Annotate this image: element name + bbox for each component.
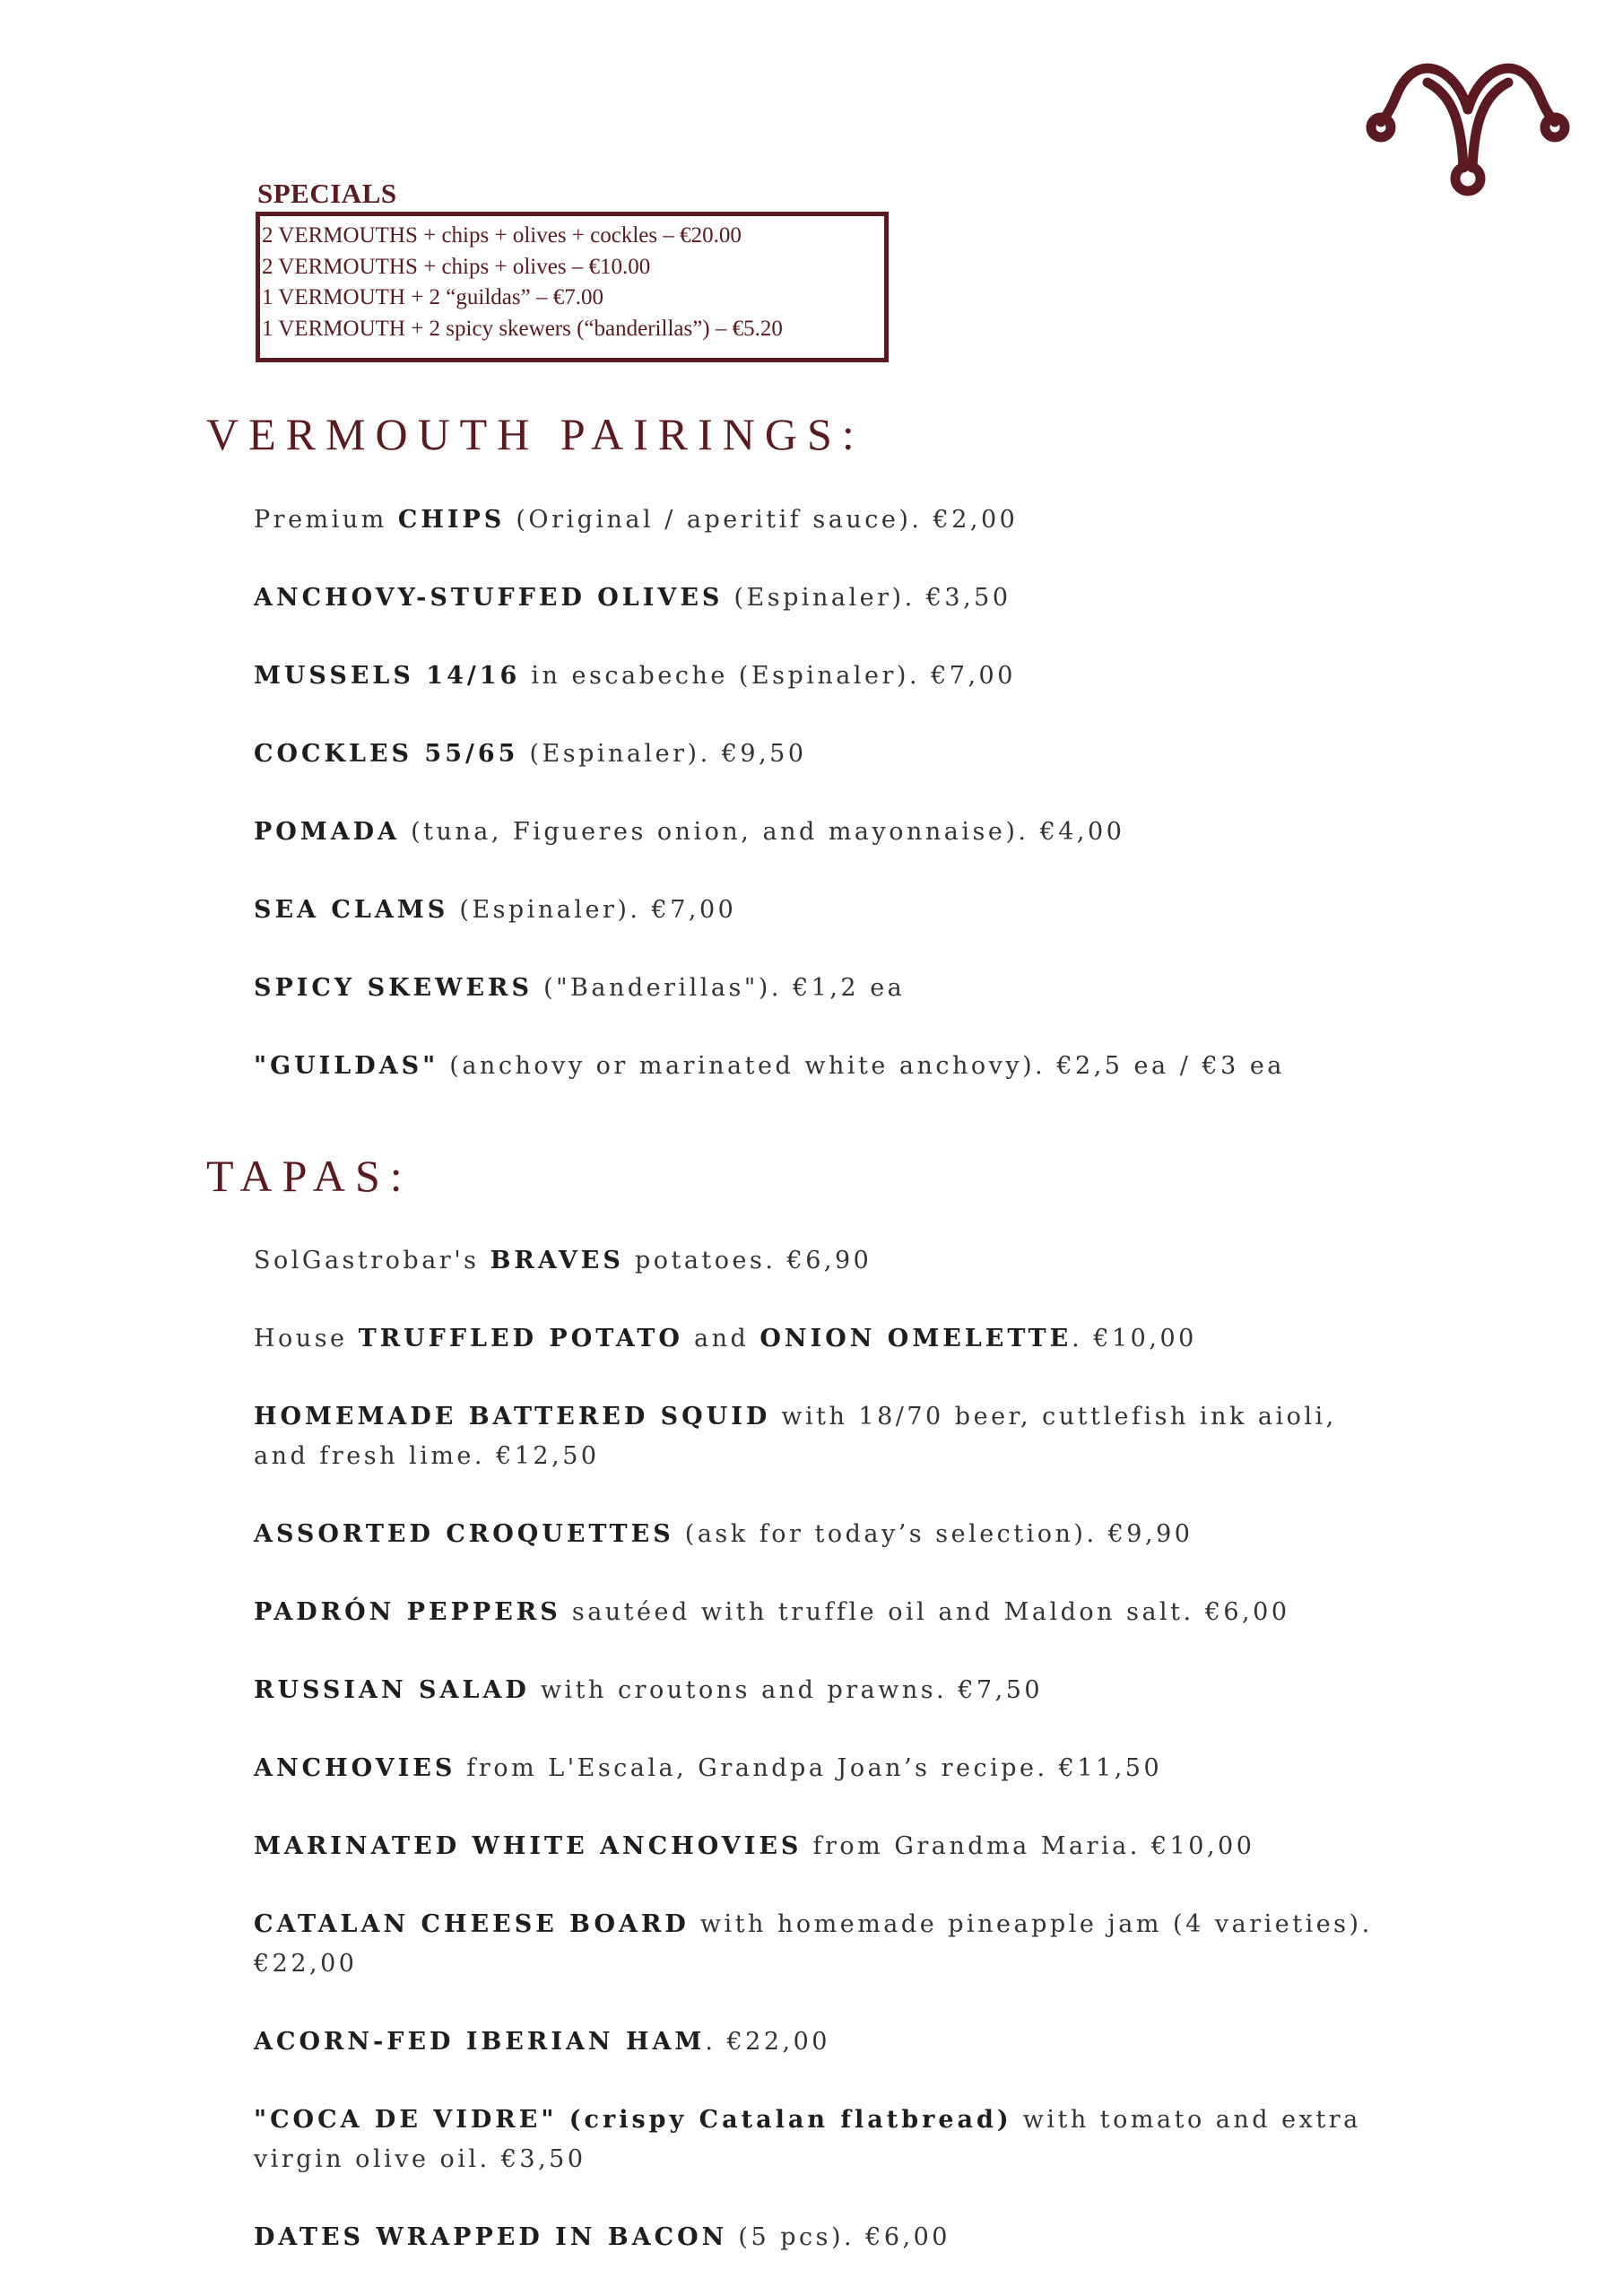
menu-item-name: ANCHOVY-STUFFED OLIVES: [254, 584, 724, 612]
jester-hat-icon: [1365, 47, 1571, 199]
specials-line: 1 VERMOUTH + 2 “guildas” – €7.00: [262, 285, 603, 309]
menu-item: CATALAN CHEESE BOARD with homemade pineapple jam (4 varieties). €22,00: [254, 1910, 1373, 1978]
menu-item: MUSSELS 14/16 in escabeche (Espinaler). €7,00: [254, 662, 1016, 690]
menu-item-name: ASSORTED CROQUETTES: [254, 1520, 674, 1548]
menu-item: "COCA DE VIDRE" (crispy Catalan flatbread) with tomato and extra virgin olive oil. €3,50: [254, 2106, 1361, 2173]
menu-item-name: POMADA: [254, 818, 401, 846]
menu-item-name: PADRÓN PEPPERS: [254, 1598, 561, 1626]
menu-item-name: HOMEMADE BATTERED SQUID: [254, 1403, 771, 1431]
tapas-title: TAPAS:: [206, 1151, 412, 1201]
menu-item-name: "COCA DE VIDRE" (crispy Catalan flatbread): [254, 2106, 1012, 2134]
menu-item-name: SEA CLAMS: [254, 896, 449, 924]
menu-item: Premium CHIPS (Original / aperitif sauce). €2,00: [254, 506, 1019, 534]
specials-line: 2 VERMOUTHS + chips + olives + cockles – €20.00: [262, 223, 742, 248]
menu-item: SPICY SKEWERS ("Banderillas"). €1,2 ea: [254, 974, 906, 1002]
specials-line: 1 VERMOUTH + 2 spicy skewers (“banderillas”) – €5.20: [262, 316, 783, 341]
menu-item-name: CHIPS: [397, 506, 506, 534]
specials-line: 2 VERMOUTHS + chips + olives – €10.00: [262, 254, 651, 279]
menu-item: POMADA (tuna, Figueres onion, and mayonnaise). €4,00: [254, 818, 1125, 846]
menu-item: MARINATED WHITE ANCHOVIES from Grandma Maria. €10,00: [254, 1832, 1255, 1860]
tapas-list: [254, 1241, 1402, 2296]
menu-item-name: ACORN-FED IBERIAN HAM: [254, 2028, 706, 2056]
menu-item: DATES WRAPPED IN BACON (5 pcs). €6,00: [254, 2223, 950, 2251]
menu-item: House TRUFFLED POTATO and ONION OMELETTE. €10,00: [254, 1325, 1197, 1352]
menu-item: "GUILDAS" (anchovy or marinated white anchovy). €2,5 ea / €3 ea: [254, 1052, 1285, 1080]
specials-section: [256, 178, 889, 362]
menu-item-name: MUSSELS 14/16: [254, 662, 521, 690]
menu-item: ASSORTED CROQUETTES (ask for today’s selection). €9,90: [254, 1520, 1193, 1548]
menu-item: COCKLES 55/65 (Espinaler). €9,50: [254, 740, 807, 768]
menu-item-name: COCKLES 55/65: [254, 740, 519, 768]
menu-item: ACORN-FED IBERIAN HAM. €22,00: [254, 2028, 830, 2056]
menu-item: ANCHOVIES from L'Escala, Grandpa Joan’s recipe. €11,50: [254, 1754, 1163, 1782]
menu-item-name: BRAVES: [490, 1247, 624, 1274]
menu-item: SolGastrobar's BRAVES potatoes. €6,90: [254, 1247, 872, 1274]
menu-item-name: RUSSIAN SALAD: [254, 1676, 530, 1704]
menu-item: ANCHOVY-STUFFED OLIVES (Espinaler). €3,50: [254, 584, 1011, 612]
menu-item-name: MARINATED WHITE ANCHOVIES: [254, 1832, 803, 1860]
vermouth-pairings-title: VERMOUTH PAIRINGS:: [206, 409, 864, 459]
menu-item-name: TRUFFLED POTATO: [358, 1325, 683, 1352]
menu-item-name: "GUILDAS": [254, 1052, 439, 1080]
menu-item: PADRÓN PEPPERS sautéed with truffle oil and Maldon salt. €6,00: [254, 1598, 1290, 1626]
menu-item: HOMEMADE BATTERED SQUID with 18/70 beer, cuttlefish ink aioli, and fresh lime. €12,50: [254, 1403, 1337, 1470]
specials-box: [256, 212, 889, 362]
menu-item-name: CATALAN CHEESE BOARD: [254, 1910, 690, 1938]
menu-item-name: SPICY SKEWERS: [254, 974, 533, 1002]
menu-item-name: DATES WRAPPED IN BACON: [254, 2223, 728, 2251]
specials-title: SPECIALS: [257, 178, 397, 209]
menu-item: RUSSIAN SALAD with croutons and prawns. €7,50: [254, 1676, 1044, 1704]
vermouth-pairings-list: [254, 500, 1402, 1125]
menu-item: SEA CLAMS (Espinaler). €7,00: [254, 896, 737, 924]
menu-item-name: ONION OMELETTE: [759, 1325, 1072, 1352]
menu-item-name: ANCHOVIES: [254, 1754, 456, 1782]
